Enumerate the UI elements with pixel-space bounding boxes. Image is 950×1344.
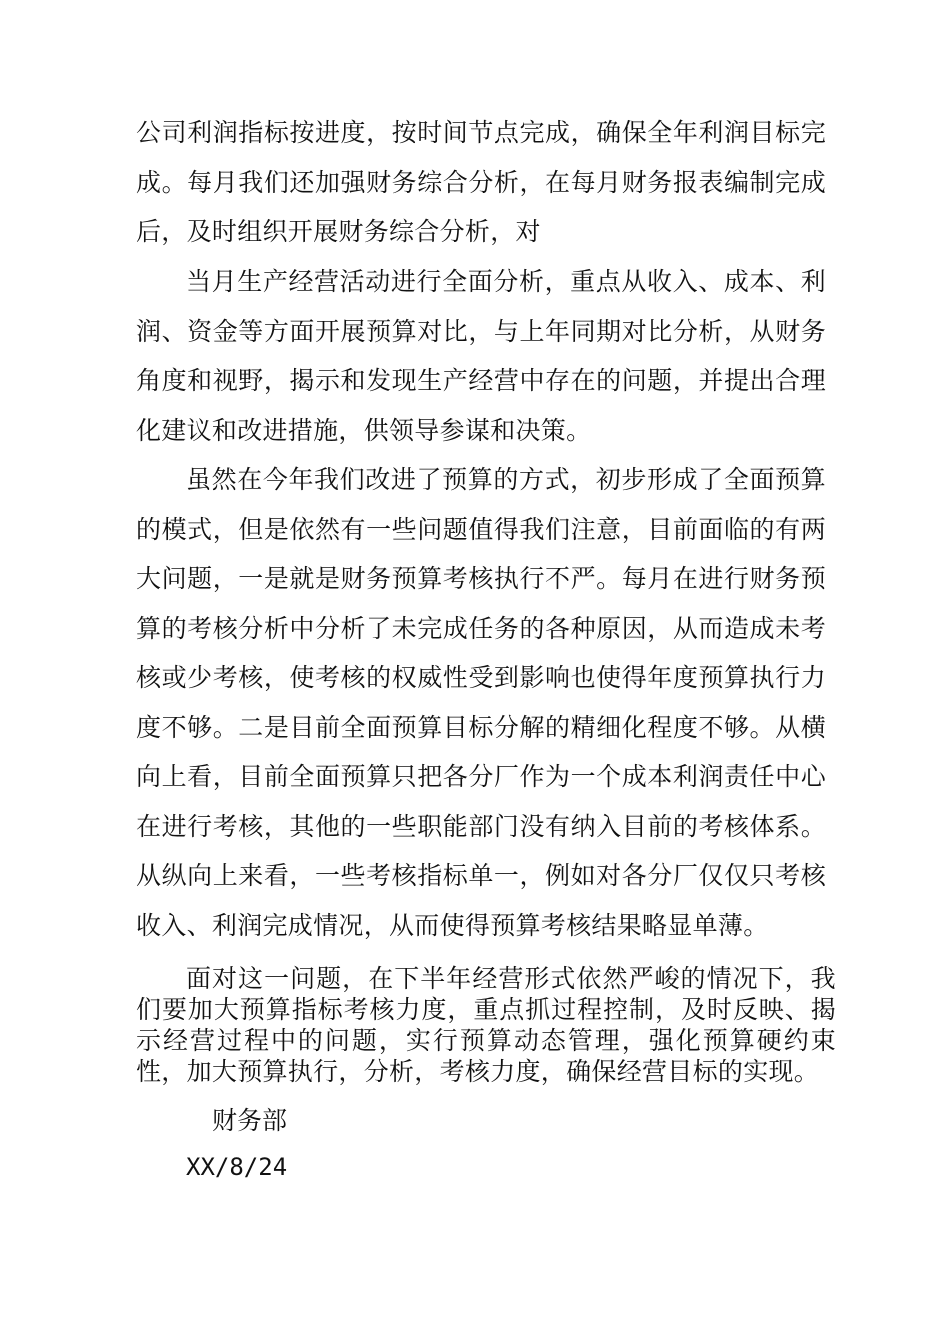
- paragraph-2: 当月生产经营活动进行全面分析，重点从收入、成本、利润、资金等方面开展预算对比，与上年同期对比分析，从财务角度和视野，揭示和发现生产经营中存在的问题，并提出合理化建议和改进措施，供领导参谋和决策。: [136, 267, 826, 445]
- signature-department: 财务部: [212, 1106, 288, 1135]
- paragraph-1: 公司利润指标按进度，按时间节点完成，确保全年利润目标完成。每月我们还加强财务综合分析，在每月财务报表编制完成后，及时组织开展财务综合分析，对: [136, 118, 826, 246]
- paragraph-4: 面对这一问题，在下半年经营形式依然严峻的情况下，我们要加大预算指标考核力度，重点抓过程控制，及时反映、揭示经营过程中的问题，实行预算动态管理，强化预算硬约束性，加大预算执行，分析，考核力度，确保经营目标的实现。: [136, 964, 836, 1086]
- signature-date: XX/8/24: [186, 1153, 288, 1181]
- paragraph-3: 虽然在今年我们改进了预算的方式，初步形成了全面预算的模式，但是依然有一些问题值得我们注意，目前面临的有两大问题，一是就是财务预算考核执行不严。每月在进行财务预算的考核分析中分析了未完成任务的各种原因，从而造成未考核或少考核，使考核的权威性受到影响也使得年度预算执行力度不够。二是目前全面预算目标分解的精细化程度不够。从横向上看，目前全面预算只把各分厂作为一个成本利润责任中心在进行考核，其他的一些职能部门没有纳入目前的考核体系。从纵向上来看，一些考核指标单一，例如对各分厂仅仅只考核收入、利润完成情况，从而使得预算考核结果略显单薄。: [136, 465, 826, 940]
